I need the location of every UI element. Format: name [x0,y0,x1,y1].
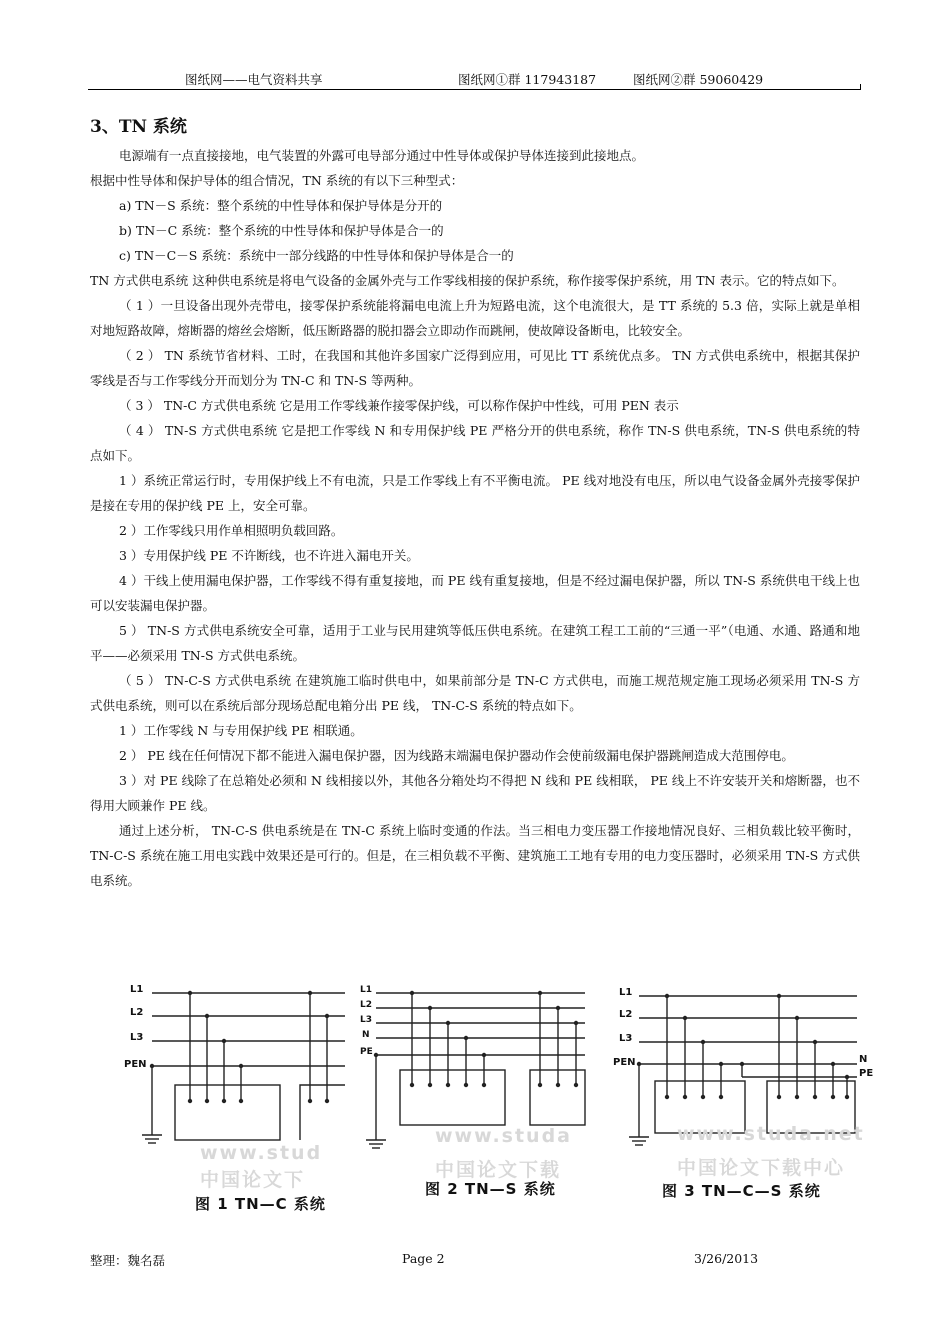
paragraph: （ 3 ） TN-C 方式供电系统 它是用工作零线兼作接零保护线，可以称作保护中性线，可用 PEN 表示 [119,398,679,413]
label-pe: PE [360,1047,373,1057]
paragraph: 3 ）对 PE 线除了在总箱处必须和 N 线相接以外，其他各分箱处均不得把 N 线和 PE 线相联， PE 线上不许安装开关和熔断器，也不得用大顾兼作 PE 线。 [90,773,860,813]
paragraph: 2 ）工作零线只用作单相照明负载回路。 [119,523,344,538]
paragraph: 3 ）专用保护线 PE 不许断线，也不许进入漏电开关。 [119,548,419,563]
watermark-cn: 中国论文下 [200,1169,306,1191]
paragraph: 5 ） TN-S 方式供电系统安全可靠，适用于工业与民用建筑等低压供电系统。在建筑工程工工前的“三通一平”（电通、水通、路通和地平——必须采用 TN-S 方式供电系统。 [90,623,860,663]
header-right: 图纸网②群 59060429 [633,72,764,87]
paragraph: TN 方式供电系统 这种供电系统是将电气设备的金属外壳与工作零线相接的保护系统，称作接零保护系统，用 TN 表示。它的特点如下。 [90,273,845,288]
label-l3: L3 [619,1033,633,1044]
paragraph: （ 2 ） TN 系统节省材料、工时，在我国和其他许多国家广泛得到应用，可见比 TT 系统优点多。 TN 方式供电系统中，根据其保护零线是否与工作零线分开而划分为 TN-C 和 TN-S 等两种。 [90,348,860,388]
label-l2: L2 [130,1007,144,1018]
paragraph: （ 1 ）一旦设备出现外壳带电，接零保护系统能将漏电电流上升为短路电流，这个电流很大，是 TT 系统的 5.3 倍，实际上就是单相对地短路故障，熔断器的熔丝会熔断，低压断路器的脱扣器会立即动作而跳闸，使故障设备断电，比较安全。 [90,298,860,338]
watermark-url: www.studa [435,1125,573,1147]
header-rule [88,89,861,90]
header-mid: 图纸网①群 117943187 [458,72,597,87]
paragraph: （ 4 ） TN-S 方式供电系统 它是把工作零线 N 和专用保护线 PE 严格分开的供电系统，称作 TN-S 供电系统，TN-S 供电系统的特点如下。 [90,423,860,463]
paragraph: 4 ）干线上使用漏电保护器，工作零线不得有重复接地，而 PE 线有重复接地，但是不经过漏电保护器，所以 TN-S 系统供电干线上也可以安装漏电保护器。 [90,573,860,613]
label-n: N [362,1030,370,1040]
paragraph: （ 5 ） TN-C-S 方式供电系统 在建筑施工临时供电中，如果前部分是 TN-C 方式供电，而施工规范规定施工现场必须采用 TN-S 方式供电系统，则可以在系统后部分现场总配电箱分出 PE 线， TN-C-S 系统的特点如下。 [90,673,860,713]
paragraph: 2 ） PE 线在任何情况下都不能进入漏电保护器，因为线路末端漏电保护器动作会使前级漏电保护器跳闸造成大范围停电。 [119,748,794,763]
figure-tn-c [124,975,345,1213]
label-pen: PEN [613,1057,636,1068]
figures-strip [95,975,885,1220]
label-l2: L2 [619,1009,633,1020]
label-l3: L3 [130,1032,144,1043]
watermark-url: www.stud [200,1142,323,1164]
list-item: a) TN－S 系统：整个系统的中性导体和保护导体是分开的 [119,198,443,213]
footer-author: 整理：魏名磊 [90,1253,166,1268]
label-pen: PEN [124,1059,147,1070]
tn-c-s-diagram [613,975,857,1175]
paragraph: 1 ）系统正常运行时，专用保护线上不有电流，只是工作零线上有不平衡电流。 PE 线对地没有电压，所以电气设备金属外壳接零保护是接在专用的保护线 PE 上，安全可靠。 [90,473,860,513]
footer-page-number: Page 2 [402,1251,445,1266]
body-text [90,143,860,893]
header-rule-tick [860,84,861,90]
label-l1: L1 [360,985,372,995]
paragraph: 根据中性导体和保护导体的组合情况，TN 系统的有以下三种型式： [90,173,464,188]
figure-caption: 图 3 TN—C—S 系统 [662,1182,821,1200]
list-item: c) TN－C－S 系统：系统中一部分线路的中性导体和保护导体是合一的 [119,248,514,263]
label-n: N [859,1054,868,1065]
watermark-cn: 中国论文下载中心 [677,1157,846,1179]
figure-tn-c-s [613,975,874,1200]
label-l2: L2 [360,1000,372,1010]
label-l1: L1 [130,984,144,995]
figure-caption: 图 2 TN—S 系统 [425,1180,556,1198]
label-l1: L1 [619,987,633,998]
figure-tn-s [360,975,585,1198]
label-pe: PE [859,1068,874,1079]
watermark-url: www.studa.net [677,1123,865,1145]
page-header [0,70,950,90]
paragraph: 1 ）工作零线 N 与专用保护线 PE 相联通。 [119,723,363,738]
section-title: 3、TN 系统 [90,117,187,137]
watermark-cn: 中国论文下载 [435,1159,562,1181]
paragraph: 通过上述分析， TN-C-S 供电系统是在 TN-C 系统上临时变通的作法。当三相电力变压器工作接地情况良好、三相负载比较平衡时， TN-C-S 系统在施工用电实践中效果还是可行的。但是，在三相负载不平衡、建筑施工工地有专用的电力变压器时，必须采用 TN-S 方式供电系统。 [90,823,860,888]
label-l3: L3 [360,1015,372,1025]
list-item: b) TN－C 系统：整个系统的中性导体和保护导体是合一的 [119,223,444,238]
footer-date: 3/26/2013 [694,1251,759,1266]
figure-caption: 图 1 TN—C 系统 [195,1195,326,1213]
header-left: 图纸网——电气资料共享 [185,72,323,87]
paragraph: 电源端有一点直接接地，电气装置的外露可电导部分通过中性导体或保护导体连接到此接地点。 [119,148,645,163]
